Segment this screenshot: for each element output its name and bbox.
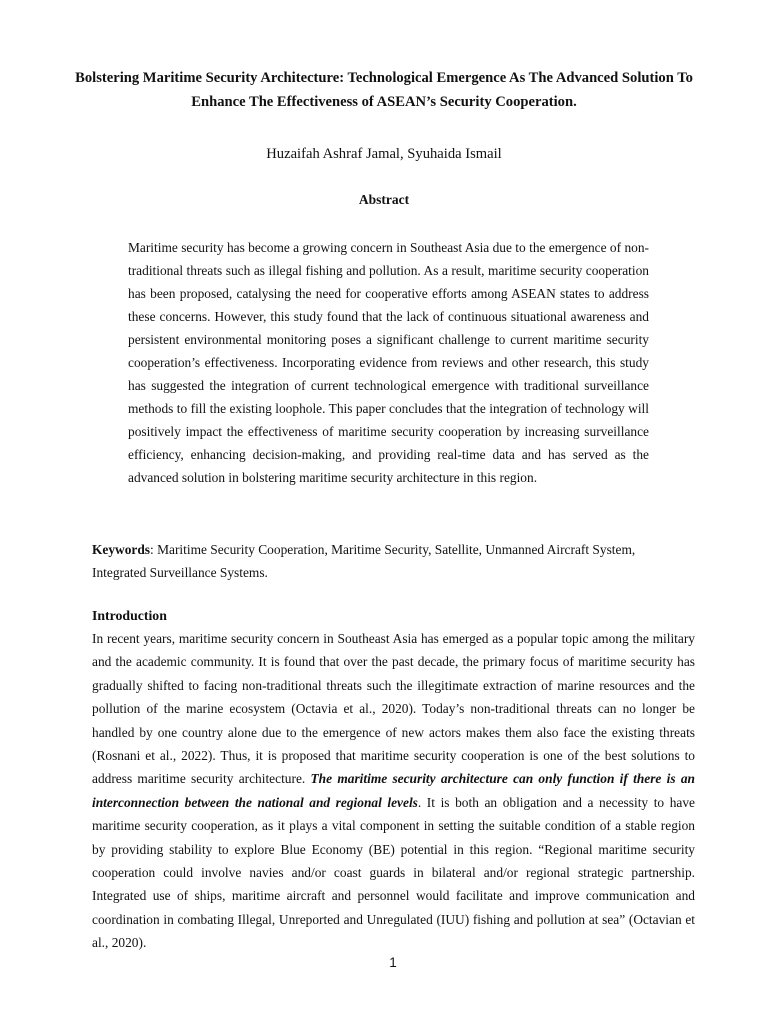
- introduction-text-2: . It is both an obligation and a necessity to have maritime security cooperation, as it plays a vital component in setting the suitable condition of a stable region by providing stability to explore Blue Economy (BE) potential in this region. “Regional maritime security cooperation could involve navies and/or coast guards in bilateral and/or regional strategic partnership. Integrated use of ships, maritime aircraft and personnel would facilitate and improve communication and coordination in combating Illegal, Unreported and Unregulated (IUU) fishing and pollution at sea” (Octavian et al., 2020).: [92, 794, 695, 951]
- paper-title: Bolstering Maritime Security Architecture: Technological Emergence As The Advanced Solution To Enhance The Effectiveness of ASEAN’s Security Cooperation.: [75, 70, 693, 110]
- introduction-emphasis: The maritime security architecture can only function if there is an interconnection between the national and regional levels: [92, 771, 695, 810]
- page-number: 1: [389, 955, 397, 970]
- abstract-text: Maritime security has become a growing concern in Southeast Asia due to the emergence of non-traditional threats such as illegal fishing and pollution. As a result, maritime security cooperation has been proposed, catalysing the need for cooperative efforts among ASEAN states to address these concerns. However, this study found that the lack of continuous situational awareness and persistent environmental monitoring poses a significant challenge to current maritime security cooperation’s effectiveness. Incorporating evidence from reviews and other research, this study has suggested the integration of current technological emergence with traditional surveillance methods to fill the existing loophole. This paper concludes that the integration of technology will positively impact the effectiveness of maritime security cooperation by increasing surveillance efficiency, enhancing decision-making, and providing real-time data and has served as the advanced solution in bolstering maritime security architecture in this region.: [128, 240, 649, 485]
- abstract-heading: Abstract: [358, 192, 410, 207]
- keywords-text: : Maritime Security Cooperation, Maritime Security, Satellite, Unmanned Aircraft System, Integrated Surveillance Systems.: [92, 542, 636, 580]
- introduction-heading: Introduction: [92, 608, 167, 623]
- introduction-paragraph: [92, 627, 695, 955]
- keywords-label: Keywords: [92, 542, 151, 557]
- keywords-paragraph: [92, 538, 692, 584]
- author-list: Huzaifah Ashraf Jamal, Syuhaida Ismail: [266, 146, 502, 162]
- introduction-text-1: In recent years, maritime security concern in Southeast Asia has emerged as a popular topic among the military and the academic community. It is found that over the past decade, the primary focus of maritime security has gradually shifted to facing non-traditional threats such the illegitimate extraction of marine resources and the pollution of the marine ecosystem (Octavia et al., 2020). Today’s non-traditional threats can no longer be handled by one country alone due to the emergence of new actors makes them also face the existing threats (Rosnani et al., 2022). Thus, it is proposed that maritime security cooperation is one of the best solutions to address maritime security architecture.: [92, 631, 695, 787]
